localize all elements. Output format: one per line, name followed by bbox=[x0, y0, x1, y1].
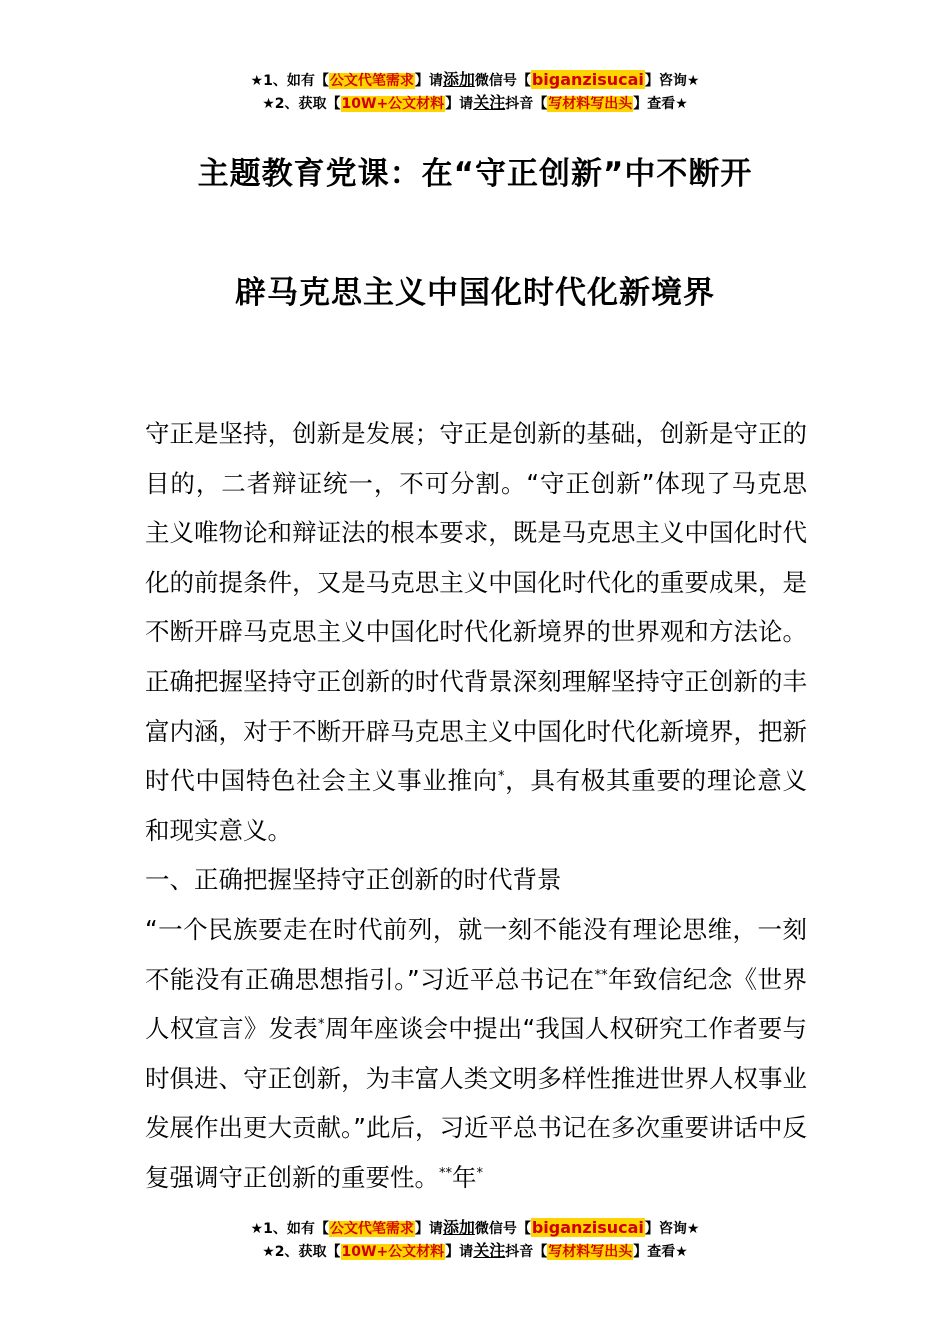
banner-highlight-douyin: 写材料写出头 bbox=[548, 96, 633, 112]
bottom-banner bbox=[0, 1217, 950, 1263]
page-title-line-1: 主题教育党课：在“守正创新”中不断开 bbox=[197, 156, 753, 192]
page-title-line-2: 辟马克思主义中国化时代化新境界 bbox=[235, 275, 715, 311]
banner-line-2-bottom: ★2、获取【10W+公文材料】请关注抖音【写材料写出头】查看★ bbox=[262, 1241, 688, 1260]
top-banner bbox=[0, 69, 950, 115]
document-body bbox=[145, 409, 807, 1203]
section-heading-1: 一、正确把握坚持守正创新的时代背景 bbox=[145, 865, 562, 895]
banner-highlight-ghostwriting: 公文代笔需求 bbox=[329, 73, 414, 89]
banner-highlight-materials: 10W+公文材料 bbox=[341, 96, 445, 112]
paragraph-intro: 守正是坚持，创新是发展；守正是创新的基础，创新是守正的目的，二者辩证统一，不可分割。“守正创新”体现了马克思主义唯物论和辩证法的根本要求，既是马克思主义中国化时代化的前提条件，又是马克思主义中国化时代化的重要成果，是不断开辟马克思主义中国化时代化新境界的世界观和方法论。正确把握坚持守正创新的时代背景深刻理解坚持守正创新的丰富内涵，对于不断开辟马克思主义中国化时代化新境界，把新时代中国特色社会主义事业推向*，具有极其重要的理论意义和现实意义。 bbox=[145, 419, 808, 845]
banner-line-1-bottom: ★1、如有【公文代笔需求】请添加微信号【biganzisucai】咨询★ bbox=[250, 1218, 700, 1237]
banner-line-1: ★1、如有【公文代笔需求】请添加微信号【biganzisucai】咨询★ bbox=[250, 70, 700, 89]
paragraph-section-1: “一个民族要走在时代前列，就一刻不能没有理论思维，一刻不能没有正确思想指引。”习近平总书记在**年致信纪念《世界人权宣言》发表*周年座谈会中提出“我国人权研究工作者要与时俱进、守正创新，为丰富人类文明多样性推进世界人权事业发展作出更大贡献。”此后，习近平总书记在多次重要讲话中反复强调守正创新的重要性。**年* bbox=[145, 914, 808, 1192]
banner-highlight-wechat-id: biganzisucai bbox=[531, 70, 644, 89]
banner-line-2: ★2、获取【10W+公文材料】请关注抖音【写材料写出头】查看★ bbox=[262, 93, 688, 112]
